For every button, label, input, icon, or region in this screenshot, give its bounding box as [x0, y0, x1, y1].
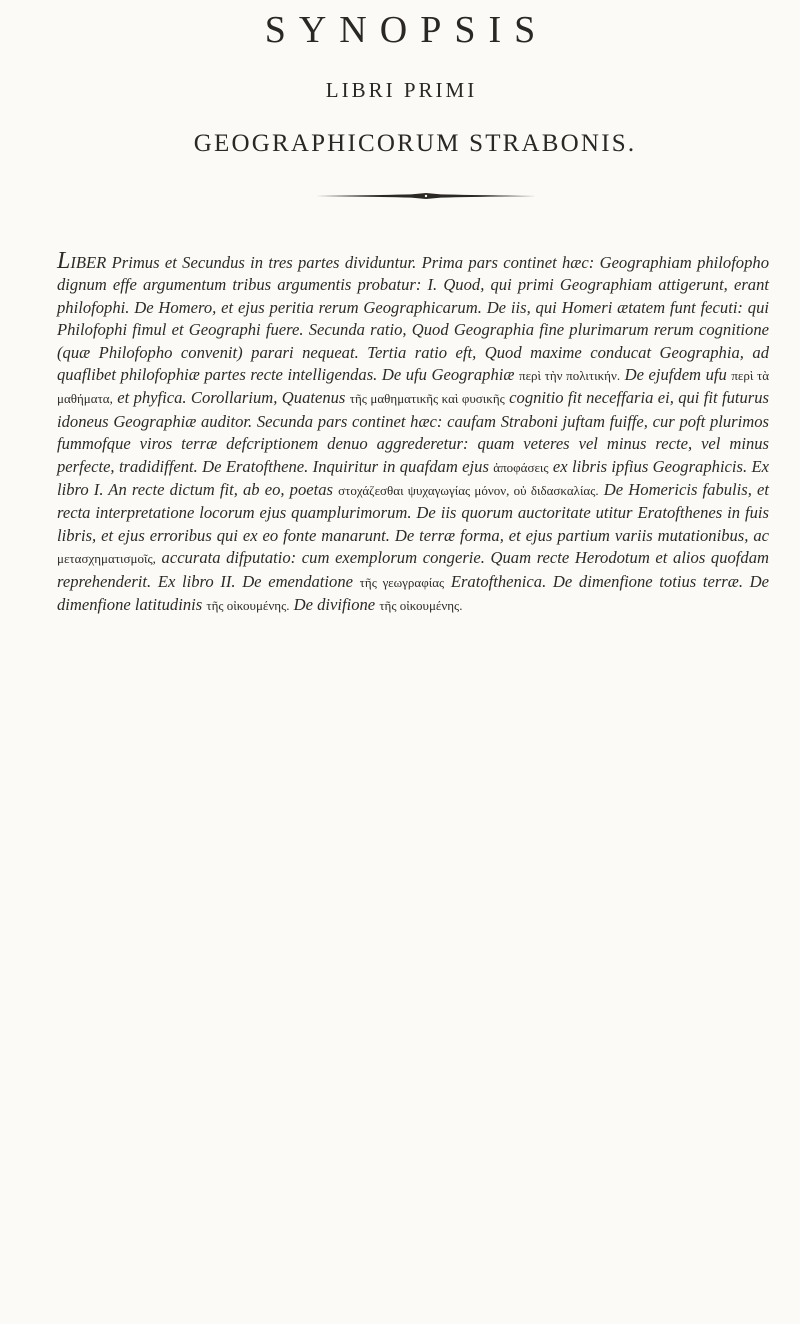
- latin-text: De ejufdem ufu: [620, 365, 732, 385]
- latin-text: accurata difputatio: cum exemplorum congerie. Quam recte Herodotum et alios quofdam reprehenderit. Ex libro II. De emendatione: [57, 548, 769, 591]
- greek-phrase: μετασχηματισμοῖς,: [57, 551, 156, 567]
- page-title: SYNOPSIS: [264, 9, 549, 51]
- synopsis-paragraph: [57, 250, 769, 618]
- latin-text: Eratofthenica. De dimenfione totius terræ. De dimenfione latitudinis: [57, 571, 769, 615]
- ornamental-rule: [316, 192, 536, 200]
- latin-text: De Homericis fabulis, et recta interpretatione locorum ejus quamplurimorum. De iis quorum auctoritate utitur Eratofthenes in fuis libris, et ejus erroribus qui ex eo fonte manarunt. De terræ forma, et ejus partium variis mutationibus, ac: [57, 480, 769, 545]
- greek-phrase: περὶ τὴν πολιτικήν.: [519, 368, 621, 384]
- greek-phrase: τῆς οἰκουμένης.: [379, 598, 463, 614]
- greek-phrase: τῆς μαθηματικῆς καὶ φυσικῆς: [349, 391, 505, 407]
- greek-phrase: ἀποφάσεις: [493, 459, 549, 475]
- greek-phrase: τῆς γεωγραφίας: [359, 574, 445, 590]
- latin-text: cognitio fit neceffaria ei, qui fit futurus idoneus Geographiæ auditor. Secunda pars continet hæc: caufam Straboni juftam fuiffe, cur poft plurimos fummofque viros terræ defcriptionem denuo aggrederetur: quam veteres vel minus recte, vel minus perfecte, tradidiffent. De Eratofthene. Inquiritur in quafdam ejus: [57, 388, 769, 476]
- latin-text: ex libris ipfius Geographicis. Ex libro I. An recte dictum fit, ab eo, poetas: [57, 456, 769, 500]
- greek-phrase: τῆς οἰκουμένης.: [206, 598, 290, 614]
- latin-text: IBER Primus et Secundus in tres partes dividuntur. Prima pars continet hæc: Geographiam philofopho dignum effe argumentum tribus argumentis probatur: I. Quod, qui primi Geographiam attigerunt, erant philofophi. De Homero, et ejus peritia rerum Geographicarum. De iis, qui Homeri ætatem funt fecuti: qui Philofophi fimul et Geographi fuere. Secunda ratio, Quod Geographia fine plurimarum rerum cognitione (quæ Philofopho convenit) parari nequeat. Tertia ratio eft, Quod maxime conducat Geographia, ad quaflibet philofophiæ partes recte intelligendas. De ufu Geographiæ: [57, 253, 769, 385]
- greek-phrase: περὶ τὰ μαθήματα,: [57, 368, 770, 407]
- paragraph-text: [57, 253, 769, 614]
- latin-text: De divifione: [289, 595, 380, 615]
- greek-phrase: στοχάζεσθαι ψυχαγωγίας μόνον, οὐ διδασκαλίας.: [338, 483, 599, 499]
- latin-text: et phyfica. Corollarium, Quatenus: [112, 388, 350, 408]
- subtitle-geographicorum: GEOGRAPHICORUM STRABONIS.: [193, 130, 637, 157]
- drop-cap: L: [57, 248, 71, 274]
- subtitle-libri-primi: LIBRI PRIMI: [325, 78, 478, 102]
